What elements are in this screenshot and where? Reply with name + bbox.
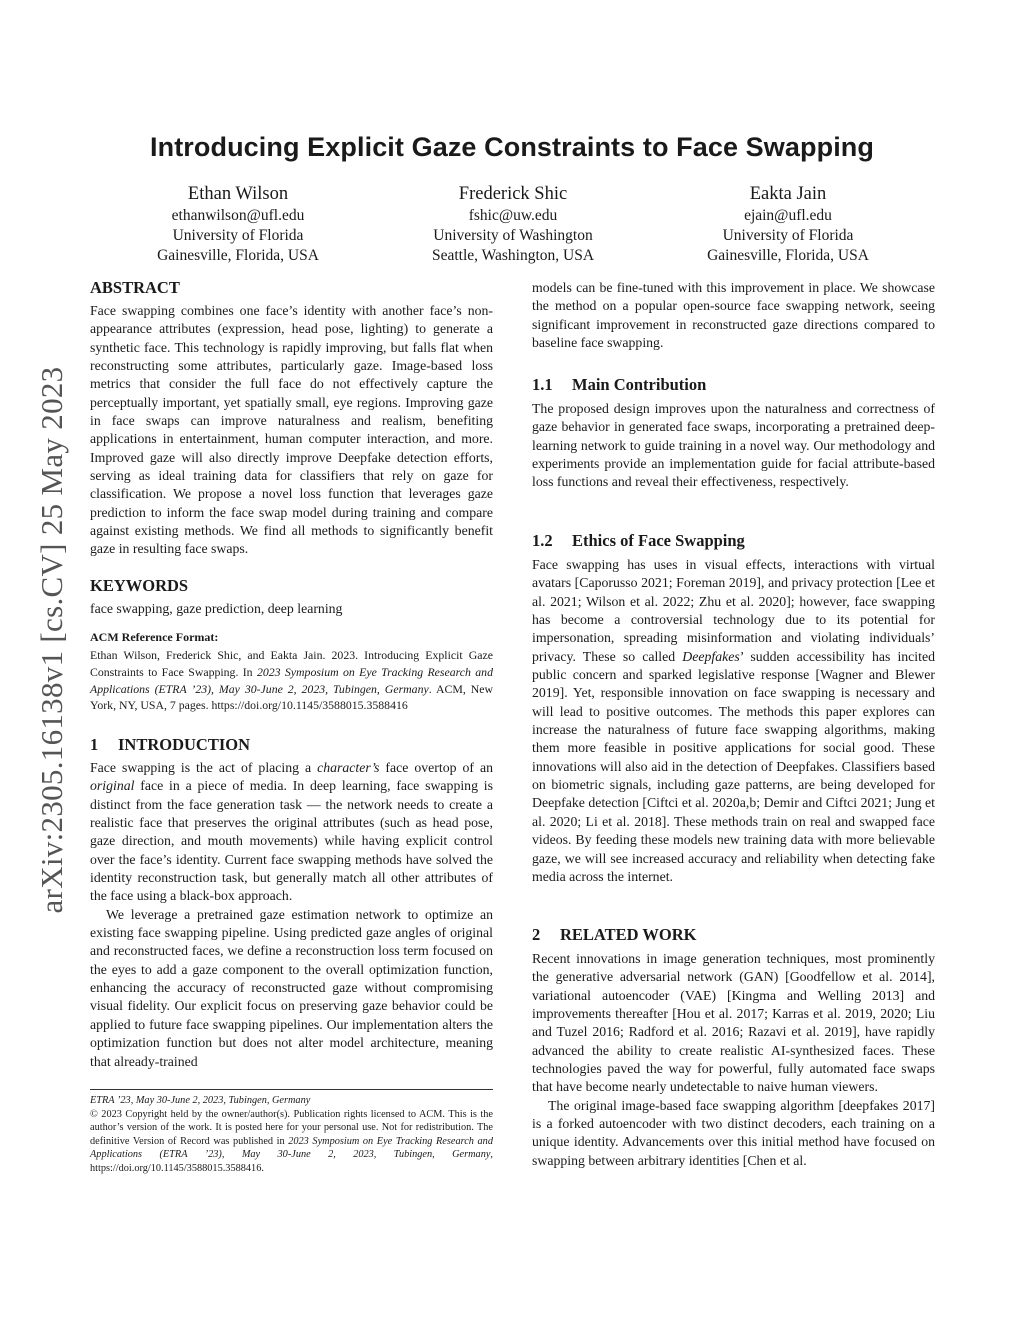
text-run: Face swapping has uses in visual effects, interactions with virtual avatars [Caporusso 2021; Foreman 2019], and privacy protection [Lee et al. 2021; Wilson et al. 2022; Zhu et al. 2020]; however, face swapping has become a controversial technology due to its potential for impersonation, spreading misinformation and violating individuals’ privacy. These so called <box>532 557 935 664</box>
arxiv-text: arXiv:2305.16138v1 [cs.CV] 25 May 2023 <box>34 366 69 914</box>
author-location: Seattle, Washington, USA <box>431 247 595 264</box>
acm-reference-doi: . ACM, New York, NY, USA, 7 pages. https://doi.org/10.1145/3588015.3588416 <box>90 681 493 713</box>
keywords-heading: KEYWORDS <box>90 576 189 595</box>
sec2-paragraph-1: Recent innovations in image generation techniques, most prominently the generative adversarial network (GAN) [Goodfellow et al. 2014], variational autoencoder (VAE) [Kingma and Welling 2013] and improvements thereafter [Hou et al. 2017; Karras et al. 2019, 2020; Liu and Tuzel 2016; Radford et al. 2016; Razavi et al. 2019], have rapidly advanced the ability to create realistic AI-synthesized faces. These technologies paved the way for powerful, fully automated face swaps that have become nearly undetectable to naive human viewers. <box>532 951 935 1095</box>
sec11-heading <box>532 375 706 395</box>
acm-reference-text <box>90 647 493 714</box>
intro-paragraph-3: models can be fine-tuned with this improvement in place. We showcase the method on a popular open-source face swapping network, seeing significant improvement in reconstructed gaze directions compared to baseline face swapping. <box>532 280 935 351</box>
acm-reference-venue: 2023 Symposium on Eye Tracking Research and Applications (ETRA ’23), May 30-June 2, 2023, Tubingen, Germany <box>90 664 493 696</box>
text-run: ’ sudden accessibility has incited public concern and sparked legislative response [Wagner and Blewer 2019]. Yet, responsible innovation on face swapping is necessary and will lead to positive outcomes. The methods this paper explores can increase the naturalness of future face swapping algorithms, making them more feasible in positive applications for social good. These innovations will also aid in the detection of Deepfakes. Classifiers based on biometric signals, including gaze patterns, are being developed for Deepfake detection [Ciftci et al. 2020a,b; Demir and Ciftci 2021; Jung et al. 2020; Li et al. 2018]. These methods train on real and swapped face videos. By feeding these models new training data with more believable gaze, we will see increased accuracy and reliability when detecting fake media across the internet. <box>532 648 935 884</box>
footnote <box>90 1094 493 1176</box>
sec2-heading <box>532 925 696 945</box>
author-affiliation: University of Florida <box>172 227 304 244</box>
author-block-3 <box>653 182 923 266</box>
intro-body <box>90 759 493 1071</box>
footnote-venue-ref: 2023 Symposium on Eye Tracking Research and Applications (ETRA ’23), May 30-June 2, 2023, Tubingen, Germany <box>90 1135 493 1161</box>
author-block-1 <box>103 182 373 266</box>
author-email: fshic@uw.edu <box>468 207 558 224</box>
section-title: INTRODUCTION <box>118 735 251 754</box>
sec12-body <box>532 556 935 886</box>
author-email: ejain@ufl.edu <box>744 207 832 224</box>
arxiv-identifier <box>28 340 76 940</box>
keywords-body <box>90 600 493 618</box>
section-title: Main Contribution <box>572 375 707 394</box>
paper-title: Introducing Explicit Gaze Constraints to Face Swapping <box>150 132 874 162</box>
footnote-copyright <box>90 1108 493 1176</box>
author-location: Gainesville, Florida, USA <box>707 247 869 264</box>
abstract-text: Face swapping combines one face’s identity with another face’s non-appearance attributes (expression, head pose, lighting) to generate a synthetic face. This technology is rapidly improving, but falls flat when reconstructing some attributes, particularly gaze. Image-based loss metrics that consider the full face do not effectively capture the perceptually important, yet spatially small, eye regions. Improving gaze in face swaps can improve naturalness and realism, benefiting applications in entertainment, human computer interaction, and more. Improved gaze will also directly improve Deepfake detection efforts, serving as ideal training data for classifiers that rely on gaze for classification. We propose a novel loss function that leverages gaze prediction to inform the face swap model during training and compare against existing methods. We find all methods to significantly benefit gaze in resulting face swaps. <box>90 303 493 557</box>
section-number: 2 <box>532 925 541 944</box>
text-run: Face swapping is the act of placing a <box>90 760 318 775</box>
intro-paragraph-2: We leverage a pretrained gaze estimation network to optimize an existing face swapping pipeline. Using predicted gaze angles of original and reconstructed faces, we define a reconstruction loss term focused on the eyes to add a gaze component to the overall optimization function, enhancing the accuracy of reconstructed gaze without compromising visual fidelity. Our explicit focus on preserving gaze behavior could be applied to future face swapping pipelines. Our implementation alters the optimization function but does not alter model architecture, meaning that already-trained <box>90 906 493 1069</box>
section-number: 1.1 <box>532 375 553 394</box>
intro-paragraph-1 <box>90 759 493 906</box>
author-block-2 <box>378 182 648 266</box>
section-number: 1.2 <box>532 531 553 550</box>
sec2-paragraph-2: The original image-based face swapping algorithm [deepfakes 2017] is a forked autoencoder with two distinct decoders, each training on a unique identity. Advancements over this initial method have focused on swapping between arbitrary identities [Chen et al. <box>532 1097 935 1168</box>
text-run: , https://doi.org/10.1145/3588015.3588416. <box>90 1149 493 1174</box>
author-name: Eakta Jain <box>749 184 827 204</box>
footnote-divider <box>90 1089 493 1090</box>
acm-reference-line: Ethan Wilson, Frederick Shic, and Eakta Jain. 2023. Introducing Explicit Gaze Constraints to Face Swapping. In <box>90 648 493 679</box>
emphasis: Deepfakes <box>682 648 740 664</box>
text-run: face in a piece of media. In deep learning, face swapping is distinct from the face generation task — the network needs to create a realistic face that preserves the original attributes (such as head pose, gaze direction, and mouth movements) while having explicit control over the face’s identity. Current face swapping methods have solved the identity reconstruction task, but generally match all other attributes of the face using a black-box approach. <box>90 778 493 904</box>
emphasis: original <box>90 778 135 794</box>
section-title: RELATED WORK <box>560 925 697 944</box>
text-run: © 2023 Copyright held by the owner/author(s). Publication rights licensed to ACM. This is the author’s version of the work. It is posted here for your personal use. Not for redistribution. The definitive Version of Record was published in <box>90 1108 493 1147</box>
sec12-heading <box>532 531 745 551</box>
author-affiliation: University of Florida <box>722 227 854 244</box>
footnote-venue: ETRA ’23, May 30-June 2, 2023, Tubingen, Germany <box>90 1095 311 1106</box>
sec2-body <box>532 950 935 1170</box>
author-location: Gainesville, Florida, USA <box>157 247 319 264</box>
sec11-body <box>532 400 935 492</box>
acm-reference <box>90 630 493 714</box>
sec11-text: The proposed design improves upon the naturalness and correctness of gaze behavior in generated face swaps, incorporating a pretrained deep-learning network to guide training in a novel way. Our methodology and experiments provide an implementation guide for facial attribute-based loss functions and reveal their effectiveness, respectively. <box>532 401 935 490</box>
section-title: Ethics of Face Swapping <box>572 531 745 550</box>
intro-heading <box>90 735 250 755</box>
keywords-text: face swapping, gaze prediction, deep learning <box>90 601 343 616</box>
emphasis: character’s <box>317 760 380 775</box>
author-affiliation: University of Washington <box>433 227 593 244</box>
section-number: 1 <box>90 735 99 754</box>
abstract-heading: ABSTRACT <box>90 278 180 297</box>
acm-reference-label: ACM Reference Format: <box>90 630 219 644</box>
author-email: ethanwilson@ufl.edu <box>171 207 305 224</box>
abstract-body <box>90 302 493 559</box>
author-name: Frederick Shic <box>458 184 568 204</box>
sec12-text <box>532 556 935 886</box>
intro-continued <box>532 279 935 352</box>
text-run: face overtop of an <box>379 760 493 775</box>
author-name: Ethan Wilson <box>187 184 289 204</box>
